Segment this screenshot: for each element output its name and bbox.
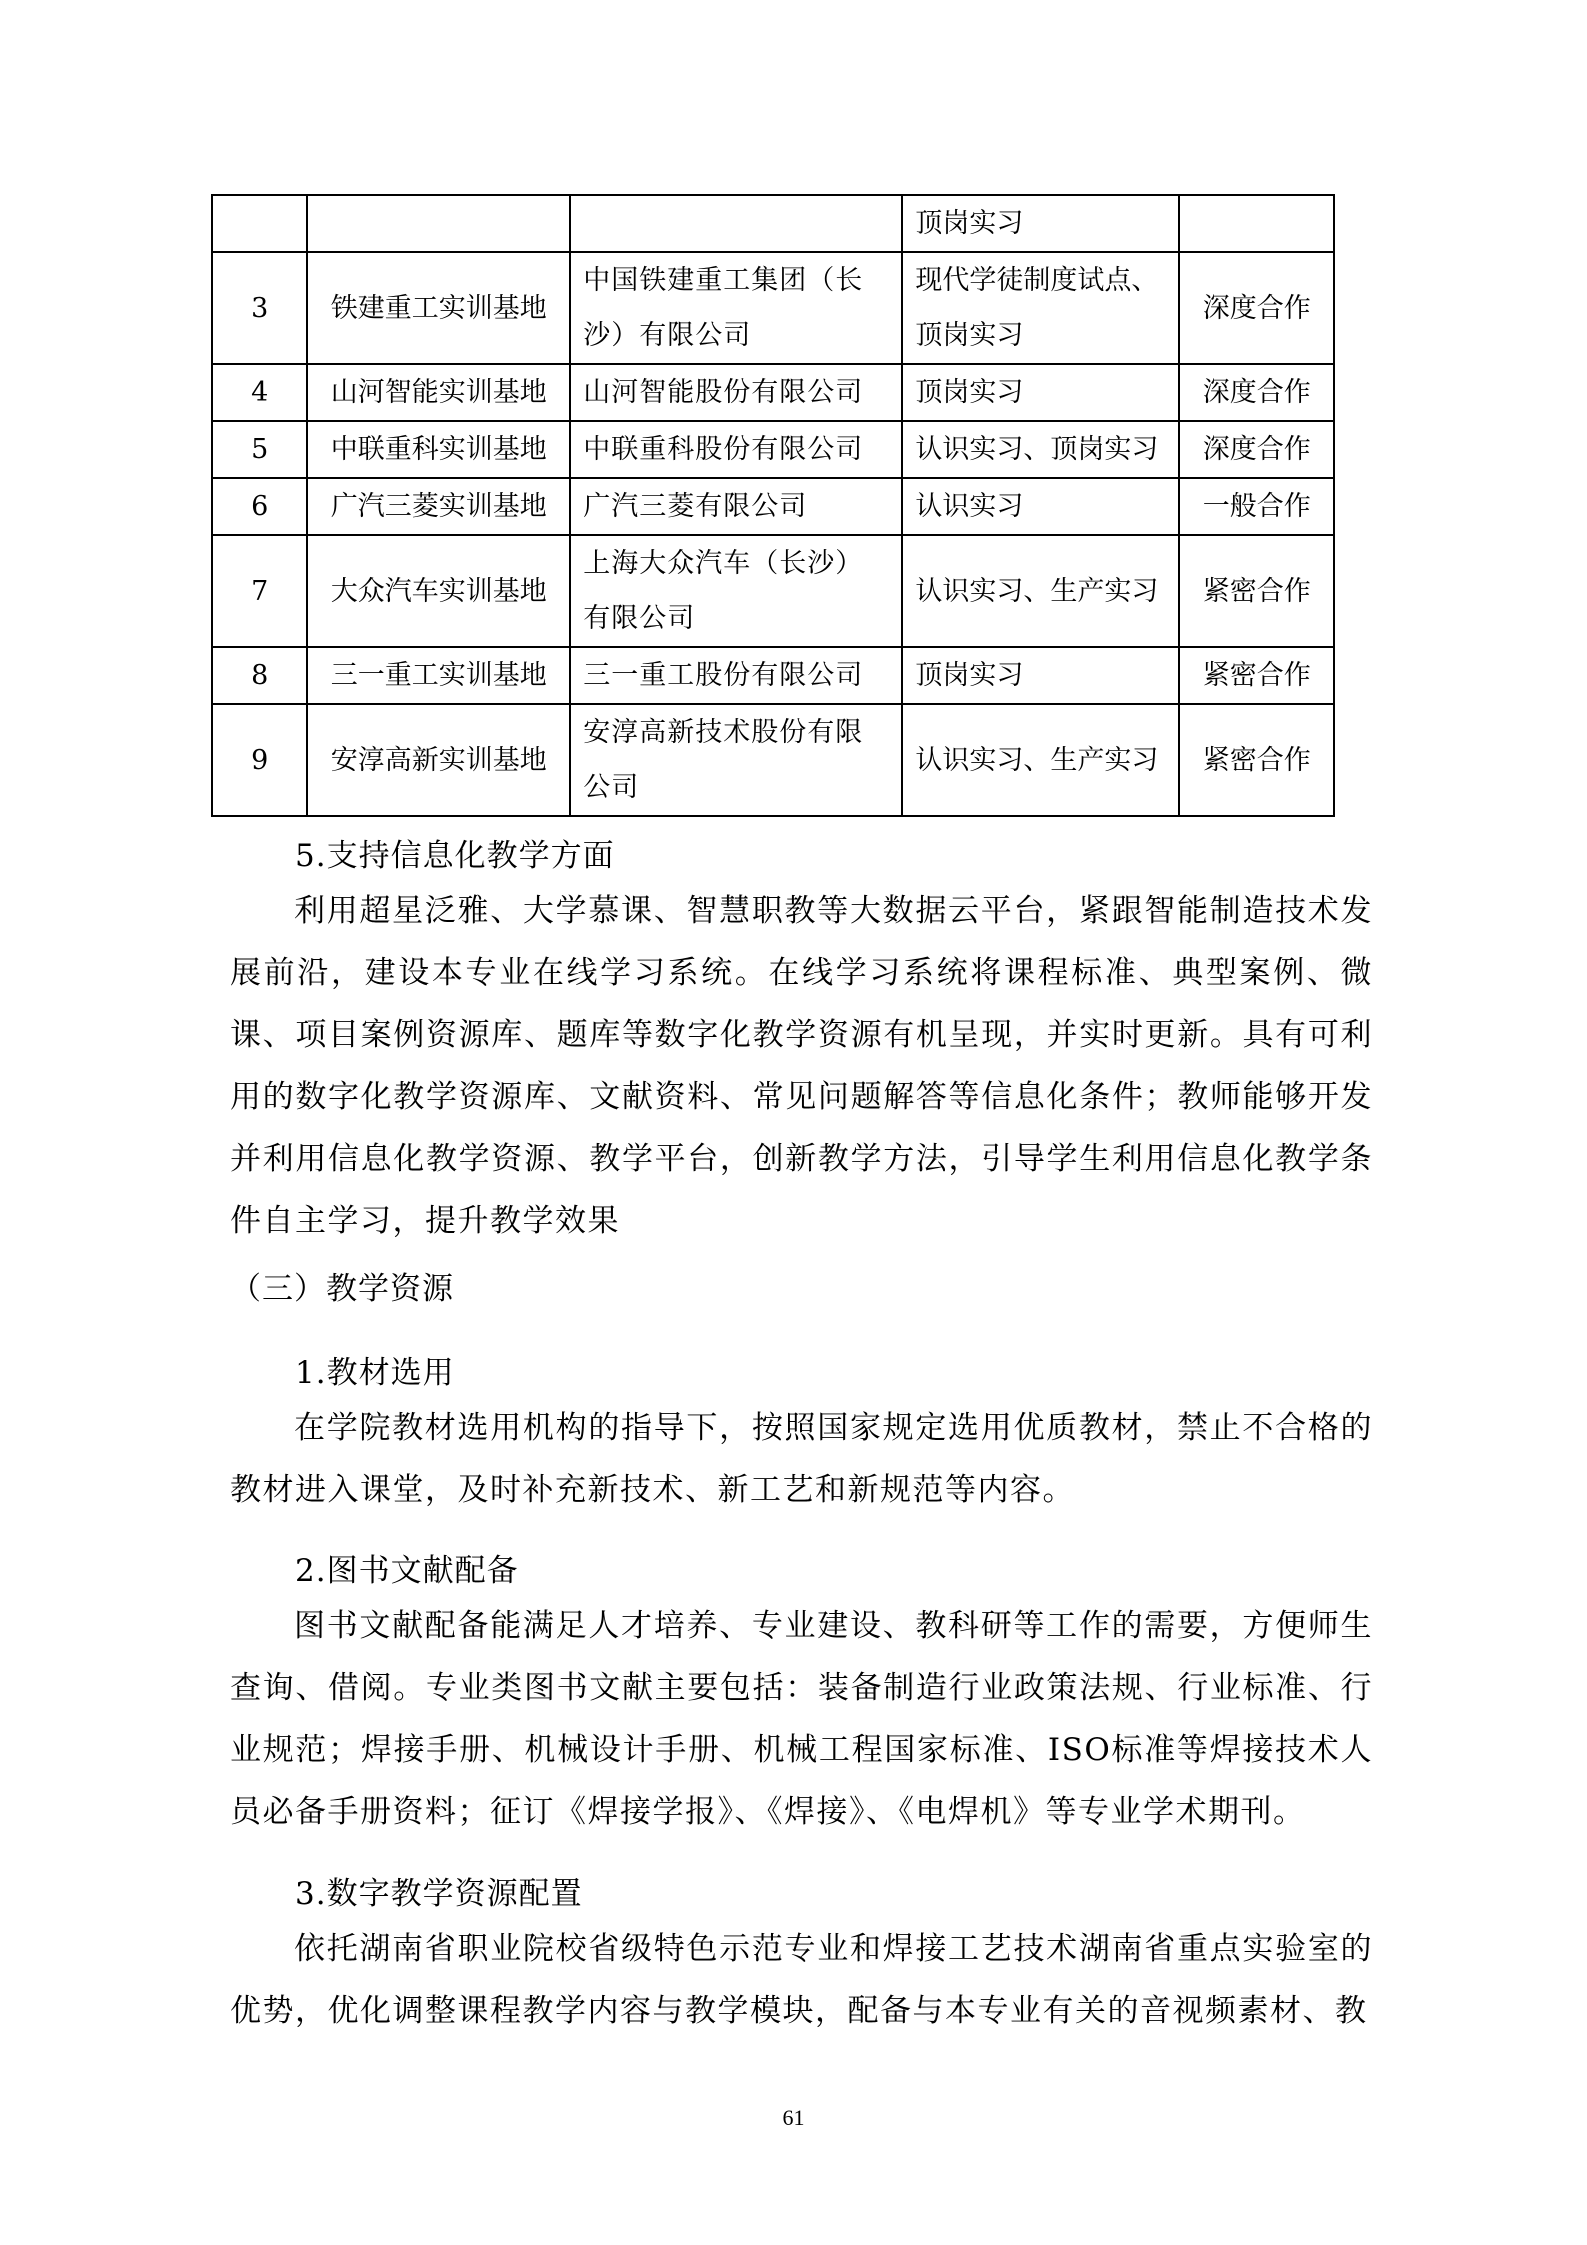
cell-content: 顶岗实习 [902,364,1179,421]
cell-cooperation-level: 深度合作 [1179,364,1334,421]
cell-base-name: 安淳高新实训基地 [307,704,570,816]
cell-cooperation-level: 一般合作 [1179,478,1334,535]
cell-content: 认识实习、顶岗实习 [902,421,1179,478]
cell-company: 中联重科股份有限公司 [570,421,902,478]
table-row [212,478,1334,535]
subsection-heading-textbooks: 1.教材选用 [295,1355,455,1391]
cell-cooperation-level: 深度合作 [1179,252,1334,364]
subsection-heading-digital-resources: 3.数字教学资源配置 [295,1876,583,1912]
cell-base-name: 广汽三菱实训基地 [307,478,570,535]
cell-cooperation-level: 深度合作 [1179,421,1334,478]
cell-company: 安淳高新技术股份有限公司 [570,704,902,816]
cell-base-name: 铁建重工实训基地 [307,252,570,364]
subsection-body-digital-resources: 依托湖南省职业院校省级特色示范专业和焊接工艺技术湖南省重点实验室的优势，优化调整课程教学内容与教学模块，配备与本专业有关的音视频素材、教 [230,1931,1373,2029]
cell-company: 中国铁建重工集团（长沙）有限公司 [570,252,902,364]
cell-content: 认识实习、生产实习 [902,704,1179,816]
cell-company: 广汽三菱有限公司 [570,478,902,535]
cell-content: 顶岗实习 [902,195,1179,252]
cell-no: 9 [212,704,307,816]
cell-cooperation-level: 紧密合作 [1179,647,1334,704]
cell-no: 3 [212,252,307,364]
table-row [212,252,1334,364]
section-heading-teaching-resources: （三）教学资源 [230,1271,454,1307]
cell-company: 上海大众汽车（长沙）有限公司 [570,535,902,647]
cell-cooperation-level: 紧密合作 [1179,704,1334,816]
cell-content: 顶岗实习 [902,647,1179,704]
cell-base-name: 中联重科实训基地 [307,421,570,478]
page-number: 61 [782,2105,805,2130]
table-row [212,535,1334,647]
cell-no: 6 [212,478,307,535]
table-row [212,364,1334,421]
section-heading-informatization: 5.支持信息化教学方面 [295,838,615,874]
cell-cooperation-level [1179,195,1334,252]
cell-no: 7 [212,535,307,647]
cell-company: 山河智能股份有限公司 [570,364,902,421]
table-row [212,647,1334,704]
section-body-informatization: 利用超星泛雅、大学慕课、智慧职教等大数据云平台，紧跟智能制造技术发展前沿，建设本专业在线学习系统。在线学习系统将课程标准、典型案例、微课、项目案例资源库、题库等数字化教学资源有机呈现，并实时更新。具有可利用的数字化教学资源库、文献资料、常见问题解答等信息化条件；教师能够开发并利用信息化教学资源、教学平台，创新教学方法，引导学生利用信息化教学条件自主学习，提升教学效果 [230,893,1373,1239]
cell-no [212,195,307,252]
cell-no: 8 [212,647,307,704]
cell-cooperation-level: 紧密合作 [1179,535,1334,647]
cell-no: 5 [212,421,307,478]
cell-base-name: 大众汽车实训基地 [307,535,570,647]
cell-company [570,195,902,252]
cell-company: 三一重工股份有限公司 [570,647,902,704]
cell-no: 4 [212,364,307,421]
subsection-body-library: 图书文献配备能满足人才培养、专业建设、教科研等工作的需要，方便师生查询、借阅。专业类图书文献主要包括：装备制造行业政策法规、行业标准、行业规范；焊接手册、机械设计手册、机械工程国家标准、ISO标准等焊接技术人员必备手册资料；征订《焊接学报》、《焊接》、《电焊机》等专业学术期刊。 [230,1608,1373,1830]
subsection-heading-library: 2.图书文献配备 [295,1553,519,1589]
table-row [212,195,1334,252]
cell-content: 认识实习 [902,478,1179,535]
cell-content: 现代学徒制度试点、顶岗实习 [902,252,1179,364]
table-row [212,421,1334,478]
cell-base-name: 山河智能实训基地 [307,364,570,421]
cell-base-name: 三一重工实训基地 [307,647,570,704]
training-base-table [211,194,1335,817]
cell-base-name [307,195,570,252]
table-row [212,704,1334,816]
subsection-body-textbooks: 在学院教材选用机构的指导下，按照国家规定选用优质教材，禁止不合格的教材进入课堂，及时补充新技术、新工艺和新规范等内容。 [230,1410,1373,1508]
cell-content: 认识实习、生产实习 [902,535,1179,647]
